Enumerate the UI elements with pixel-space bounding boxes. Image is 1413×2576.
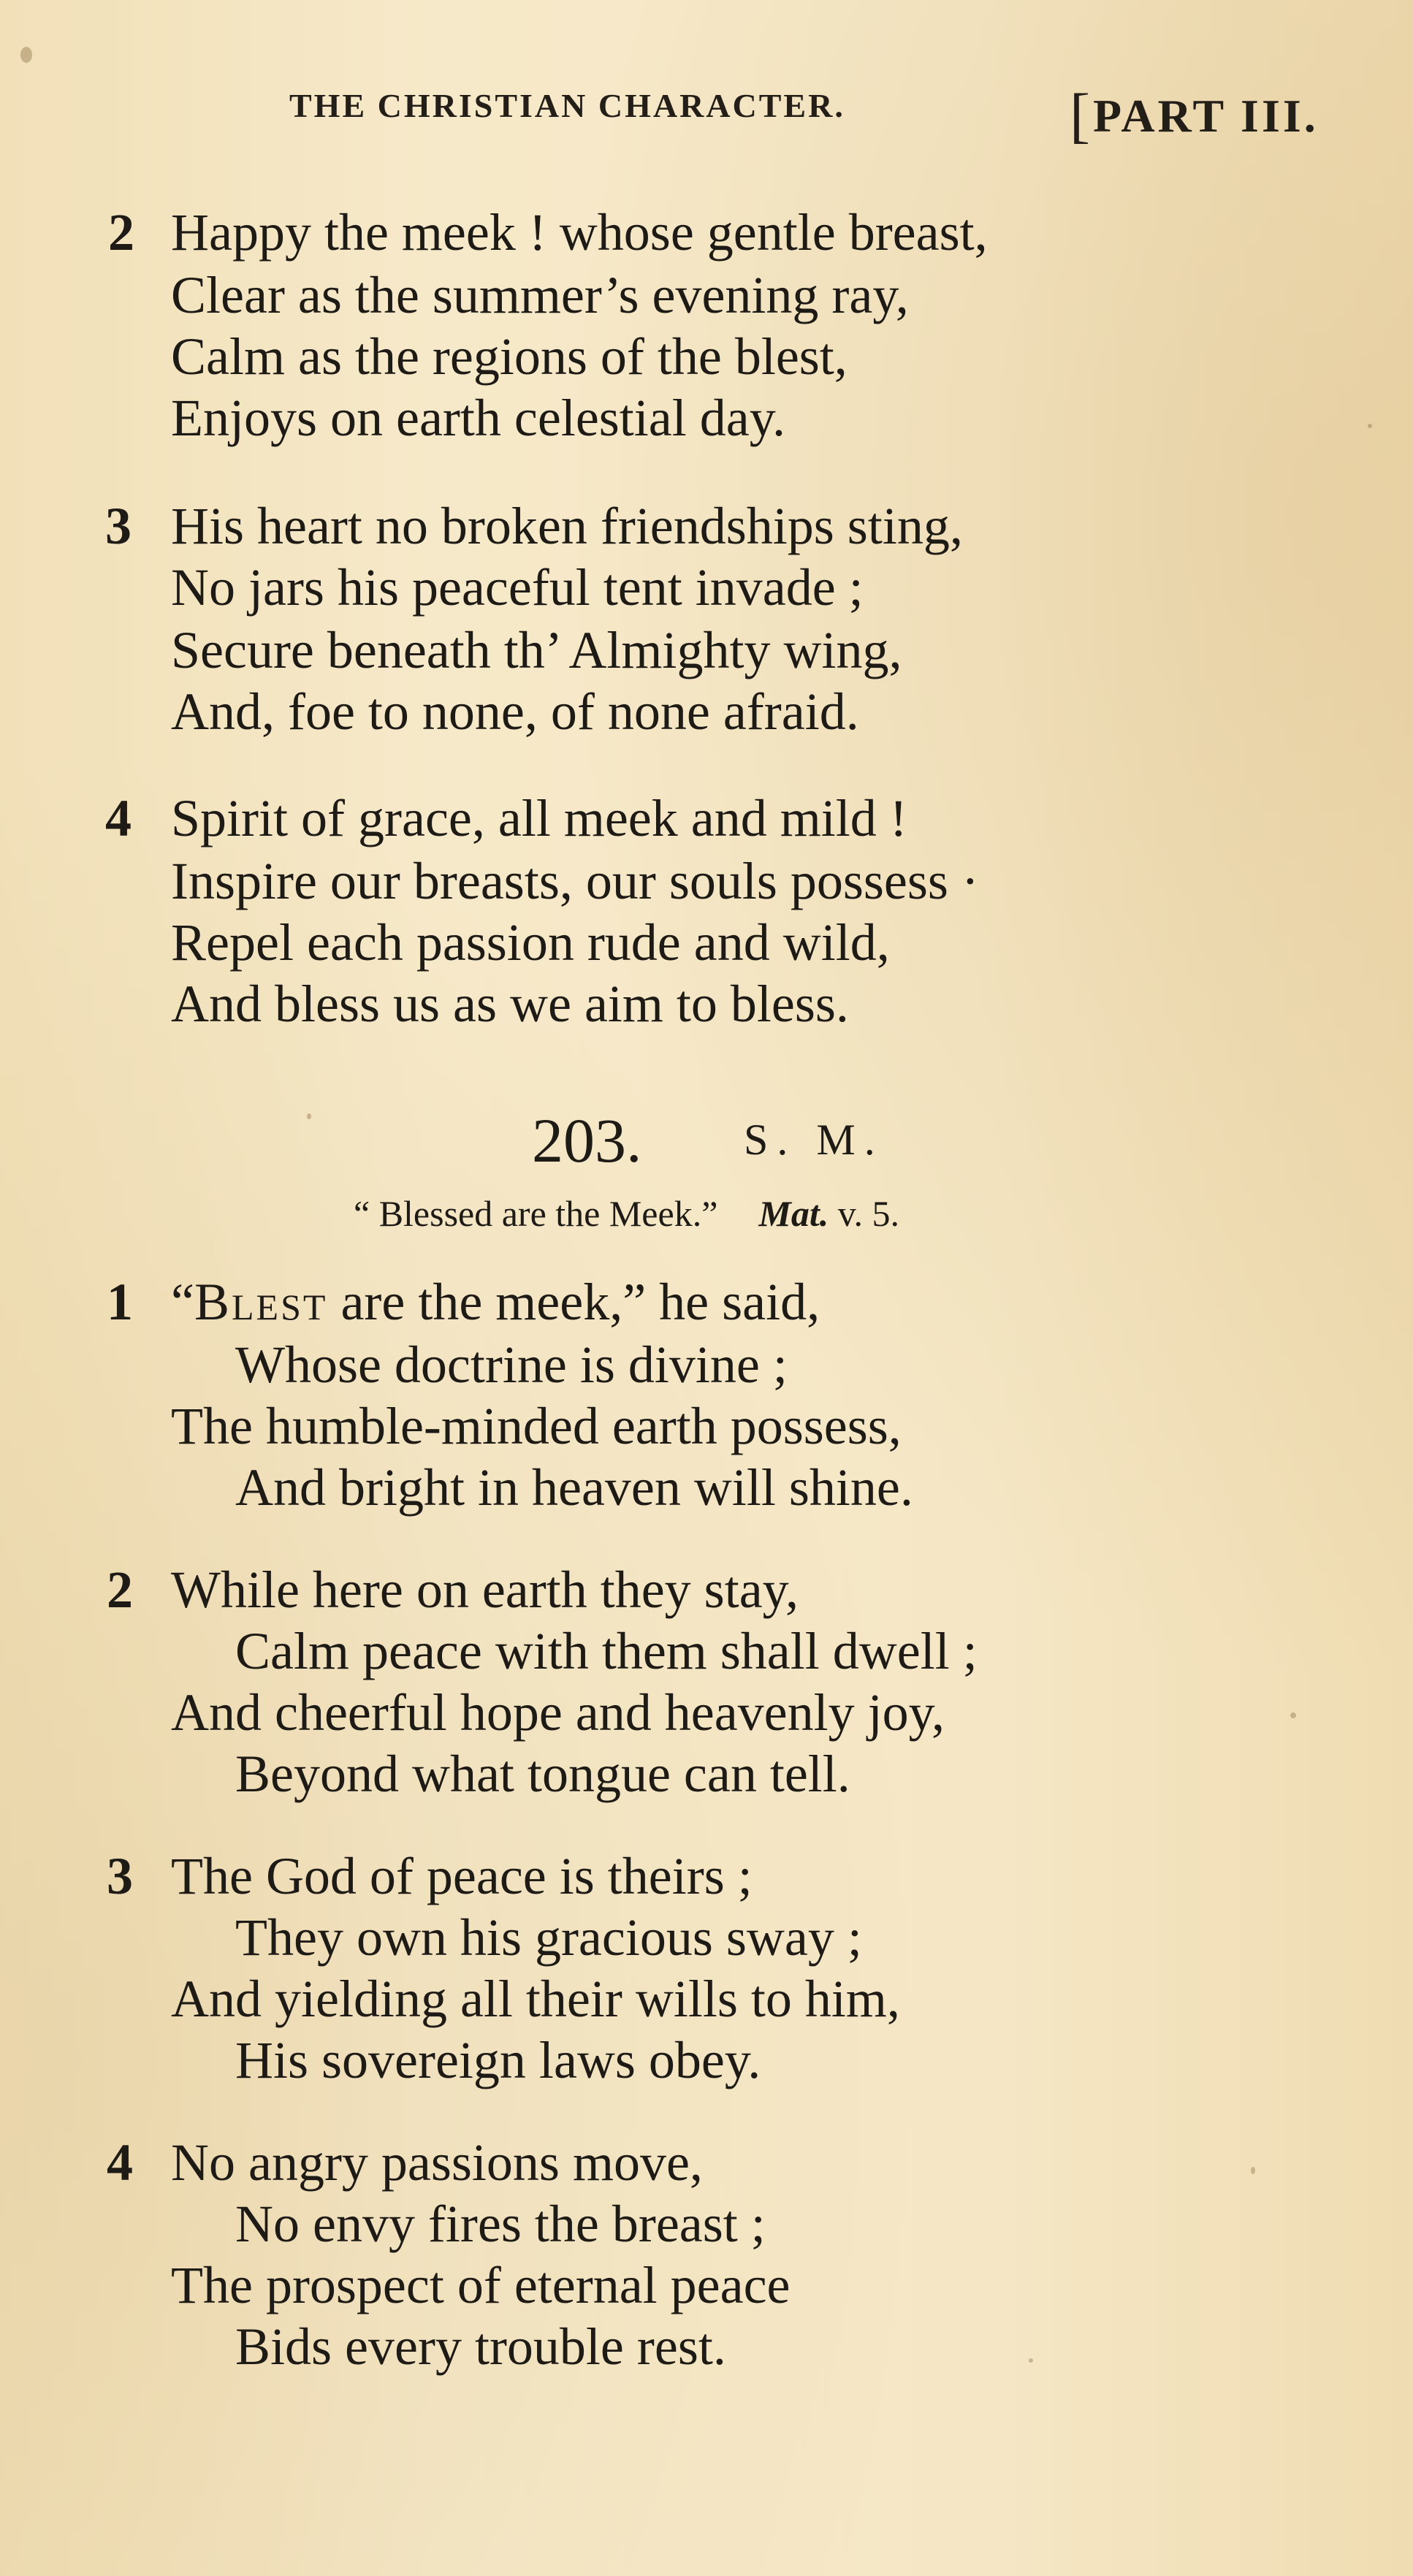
verse-line: And yielding all their wills to him, [171, 1970, 900, 2028]
stanza-number: 2 [107, 1561, 133, 1619]
part-label: PART III. [1092, 90, 1319, 142]
stanza-number: 4 [105, 789, 132, 847]
paper-speck [1251, 2167, 1255, 2174]
stanza-number: 3 [105, 497, 132, 555]
paper-speck [20, 47, 32, 63]
paper-speck [1290, 1712, 1296, 1718]
verse-line: Happy the meek ! whose gentle breast, [171, 203, 988, 262]
epigraph-book: Mat. [758, 1193, 829, 1234]
verse-line: And cheerful hope and heavenly joy, [171, 1683, 945, 1742]
verse-line: Bids every trouble rest. [235, 2317, 726, 2376]
part-bracket: [ [1070, 82, 1093, 150]
verse-line: No jars his peaceful tent invade ; [171, 558, 864, 617]
verse-line: His heart no broken friendships sting, [171, 497, 963, 555]
running-head-part [1070, 76, 1319, 150]
verse-line: Spirit of grace, all meek and mild ! [171, 789, 907, 847]
paper-speck [307, 1113, 311, 1119]
epigraph-text: “ Blessed are the Meek.” [354, 1193, 718, 1234]
verse-line: No envy fires the breast ; [235, 2195, 766, 2253]
verse-line: Secure beneath th’ Almighty wing, [171, 621, 902, 679]
running-head [289, 82, 1319, 150]
drop-word: Blest [194, 1273, 328, 1331]
verse-line: Repel each passion rude and wild, [171, 913, 890, 972]
opening-quote: “ [171, 1273, 194, 1331]
epigraph-verse: v. 5. [837, 1193, 900, 1234]
verse-line: Inspire our breasts, our souls possess · [171, 852, 979, 910]
verse-line: No angry passions move, [171, 2133, 703, 2192]
verse-line: Beyond what tongue can tell. [235, 1745, 850, 1803]
stanza-number: 2 [108, 203, 134, 262]
verse-line: His sovereign laws obey. [235, 2031, 761, 2089]
hymn-epigraph [354, 1195, 899, 1232]
verse-line: Enjoys on earth celestial day. [171, 389, 786, 447]
verse-line: And bright in heaven will shine. [235, 1458, 913, 1517]
verse-line-first [171, 1273, 820, 1331]
verse-line: And, foe to none, of none afraid. [171, 682, 859, 741]
verse-line: And bless us as we aim to bless. [171, 975, 849, 1033]
running-head-title: THE CHRISTIAN CHARACTER. [289, 87, 845, 124]
stanza-number: 3 [107, 1847, 133, 1905]
paper-speck [1368, 424, 1372, 428]
verse-line: Calm as the regions of the blest, [171, 327, 848, 386]
verse-line: Clear as the summer’s evening ray, [171, 266, 909, 324]
stanza-number: 1 [107, 1273, 133, 1331]
paper-speck [1029, 2358, 1033, 2363]
verse-line: The humble-minded earth possess, [171, 1397, 902, 1455]
hymn-number: 203. [532, 1105, 642, 1175]
verse-line: While here on earth they stay, [171, 1561, 799, 1619]
verse-line: Calm peace with them shall dwell ; [235, 1622, 978, 1680]
verse-line: The prospect of eternal peace [171, 2256, 791, 2314]
verse-line: The God of peace is theirs ; [171, 1847, 753, 1905]
verse-line: They own his gracious sway ; [235, 1908, 862, 1967]
stanza-number: 4 [107, 2133, 133, 2192]
verse-line: Whose doctrine is divine ; [235, 1335, 788, 1394]
hymn-meter: S. M. [744, 1116, 884, 1164]
verse-line-rest: are the meek,” he said, [327, 1273, 820, 1331]
